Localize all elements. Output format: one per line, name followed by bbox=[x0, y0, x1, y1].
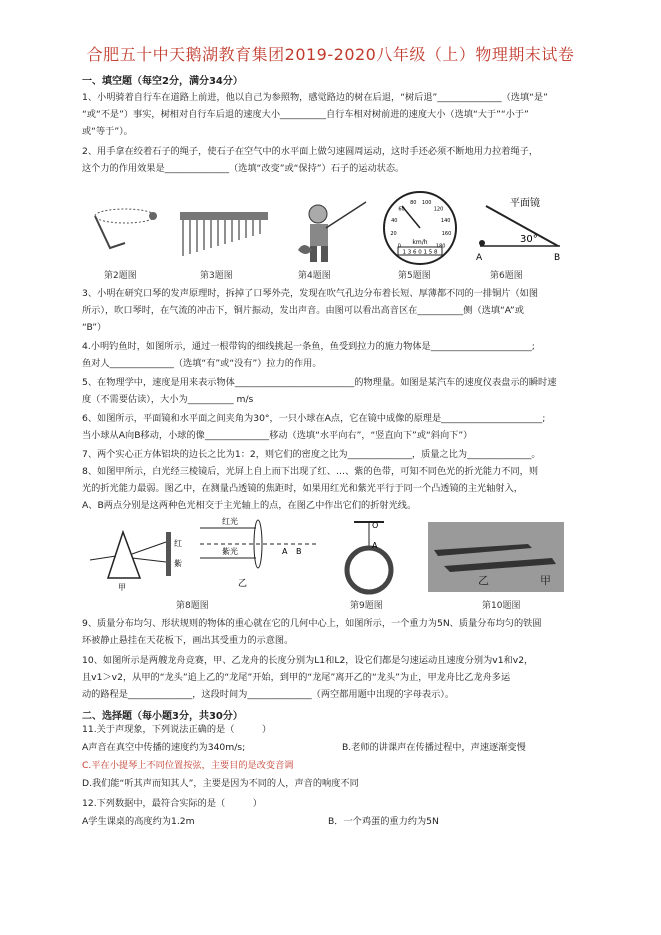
figure-9-iron-ring bbox=[334, 518, 404, 596]
caption-fig2: 第2题图 bbox=[104, 271, 137, 281]
purple-label: 紫 bbox=[174, 559, 182, 568]
speed-tick-label: 140 bbox=[440, 217, 451, 224]
text-line: 当小球从A向B移动，小球的像______________移动（选填“水平向右”，“竖直向下”或“斜向下”） bbox=[82, 430, 473, 441]
red-label: 红 bbox=[174, 539, 182, 548]
speed-tick-label: 40 bbox=[391, 217, 398, 224]
purple-light-label: 紫光 bbox=[222, 547, 238, 556]
text-line: 光的折光能力最弱。图乙中，在测量凸透镜的焦距时，如果用红光和紫光平行于同一个凸透镜的主光轴射入， bbox=[82, 483, 523, 494]
text-line: 12.下列数据中，最符合实际的是（ ） bbox=[82, 798, 262, 809]
figure-2-sling bbox=[85, 198, 165, 268]
figure-10-dragon-boats bbox=[428, 522, 564, 592]
text-line: 6、如图所示，平面镜和水平面之间夹角为30°，一只小球在A点，它在镜中成像的原理是______________________; bbox=[82, 413, 546, 424]
text-line: 2、用手拿在绞着石子的绳子，使石子在空气中的水平面上做匀速圆周运动，这时手还必须不断地用力拉着绳子， bbox=[82, 146, 539, 157]
point-b-label: B bbox=[296, 547, 302, 556]
text-line: 且v1＞v2，从甲的“龙头”追上乙的“龙尾”开始，到甲的“龙尾”离开乙的“龙头”为止，甲龙舟比乙龙舟多运 bbox=[82, 672, 511, 683]
option-a: A声音在真空中传播的速度约为340m/s; bbox=[82, 742, 246, 753]
prism-label: 甲 bbox=[118, 583, 126, 592]
text-line: 这个力的作用效果是______________（选填“改变”或“保持”）石子的运动状态。 bbox=[82, 163, 405, 174]
caption-fig5: 第5题图 bbox=[398, 271, 431, 281]
speed-unit: km/h bbox=[412, 239, 428, 246]
speed-tick-label: 0 bbox=[397, 243, 401, 250]
text-line: 9、质量分布均匀、形状规则的物体的重心就在它的几何中心上，如图所示，一个重力为5N、质量分布均匀的铁圆 bbox=[82, 618, 542, 629]
section-heading-choice: 二、选择题（每小题3分，共30分） bbox=[82, 711, 243, 722]
caption-fig6: 第6题图 bbox=[490, 271, 523, 281]
figure-8-prism bbox=[88, 520, 184, 592]
page-title: 合肥五十中天鹅湖教育集团2019-2020八年级（上）物理期末试卷 bbox=[86, 45, 575, 64]
mirror-label: 平面镜 bbox=[510, 198, 540, 209]
speed-tick-label: 100 bbox=[421, 199, 432, 206]
speed-tick-label: 180 bbox=[435, 243, 446, 250]
text-line: 7、两个实心正方体铝块的边长之比为1：2，则它们的密度之比为______________，质量之比为______________。 bbox=[82, 449, 541, 460]
text-line: 或“等于”）。 bbox=[82, 126, 133, 137]
figure-8-lens bbox=[200, 514, 320, 592]
angle-label: 30° bbox=[520, 234, 538, 245]
section-heading-fill-blank: 一、填空题（每空2分，满分34分） bbox=[82, 76, 243, 87]
caption-fig10: 第10题图 bbox=[482, 601, 521, 611]
figure-3-harmonica-reeds bbox=[178, 208, 273, 263]
boat-yi-label: 乙 bbox=[478, 574, 489, 587]
point-a-label: A bbox=[476, 253, 483, 263]
text-line: 鱼对人______________（选填“有”或“没有”）拉力的作用。 bbox=[82, 358, 322, 369]
text-line: 3、小明在研究口琴的发声原理时，拆掉了口琴外壳，发现在吹气孔边分布着长短、厚薄都不同的一排铜片（如图 bbox=[82, 288, 539, 299]
point-a-label: A bbox=[372, 541, 378, 550]
text-line: 4.小明钓鱼时，如图所示，通过一根带钩的细线挑起一条鱼，鱼受到拉力的施力物体是______________________; bbox=[82, 341, 535, 352]
text-line: “或“不是”）事实，树相对自行车后退的速度大小__________自行车相对树前进的速度大小（选填“大于”“小于” bbox=[82, 109, 529, 120]
text-line: 5、在物理学中，速度是用来表示物体__________________________的物理量。如图是某汽车的速度仪表盘示的瞬时速 bbox=[82, 377, 557, 388]
point-o-label: O bbox=[372, 521, 379, 530]
caption-fig3: 第3题图 bbox=[200, 271, 233, 281]
speed-tick-label: 60 bbox=[398, 206, 405, 213]
option-c: C.平在小提琴上不同位置按弦，主要目的是改变音调 bbox=[82, 760, 294, 771]
text-line: 10、如图所示是两艘龙舟竞赛，甲、乙龙舟的长度分别为L1和L2，设它们都是匀速运动且速度分别为v1和v2， bbox=[82, 655, 534, 666]
caption-fig9: 第9题图 bbox=[350, 601, 383, 611]
option-b: B．一个鸡蛋的重力约为5N bbox=[328, 816, 439, 827]
text-line: 动的路程是______________，这段时间为______________（两空都用题中出现的字母表示）。 bbox=[82, 689, 455, 700]
text-line: “B”） bbox=[82, 322, 107, 333]
speed-tick-label: 80 bbox=[410, 199, 417, 206]
boat-jia-label: 甲 bbox=[540, 574, 551, 587]
text-line: 11.关于声现象，下列说法正确的是（ ） bbox=[82, 724, 272, 735]
figure-5-speedometer bbox=[380, 188, 460, 266]
text-line: 度（不需要估读），大小为__________ m/s bbox=[82, 394, 254, 405]
text-line: 环被静止悬挂在天花板下，画出其受重力的示意图。 bbox=[82, 635, 294, 646]
option-d: D.我们能“听其声而知其人”，主要是因为不同的人，声音的响度不同 bbox=[82, 778, 359, 789]
caption-fig8: 第8题图 bbox=[176, 601, 209, 611]
text-line: 8、如图甲所示，白光经三棱镜后，光屏上自上而下出现了红、…、紫的色带，可知不同色光的折光能力不同，则 bbox=[82, 466, 539, 477]
red-light-label: 红光 bbox=[222, 517, 238, 526]
point-a-label: A bbox=[282, 547, 288, 556]
odometer-reading: 1 3 6 0 1 5 8 bbox=[402, 249, 438, 256]
lens-figure-label: 乙 bbox=[238, 579, 248, 589]
text-line: 所示），吹口琴时，在气流的冲击下，铜片振动，发出声音。由图可以看出高音区在__________侧（选填“A”或 bbox=[82, 305, 524, 316]
speed-tick-label: 160 bbox=[441, 231, 452, 238]
speed-tick-label: 20 bbox=[390, 231, 397, 238]
figure-6-plane-mirror bbox=[470, 196, 570, 266]
speed-tick-label: 120 bbox=[433, 206, 444, 213]
figure-4-fishing-boy bbox=[290, 196, 370, 268]
text-line: 1、小明骑着自行车在道路上前进，他以自己为参照物，感觉路边的树在后退，“树后退”______________（选填“是” bbox=[82, 92, 548, 103]
option-a: A学生课桌的高度约为1.2m bbox=[82, 816, 195, 827]
point-b-label: B bbox=[554, 253, 561, 263]
text-line: A、B两点分别是这两种色光相交于主光轴上的点，在图乙中作出它们的折射光线。 bbox=[82, 500, 417, 511]
option-b: B.老师的讲课声在传播过程中，声速逐渐变慢 bbox=[342, 742, 526, 753]
caption-fig4: 第4题图 bbox=[298, 271, 331, 281]
